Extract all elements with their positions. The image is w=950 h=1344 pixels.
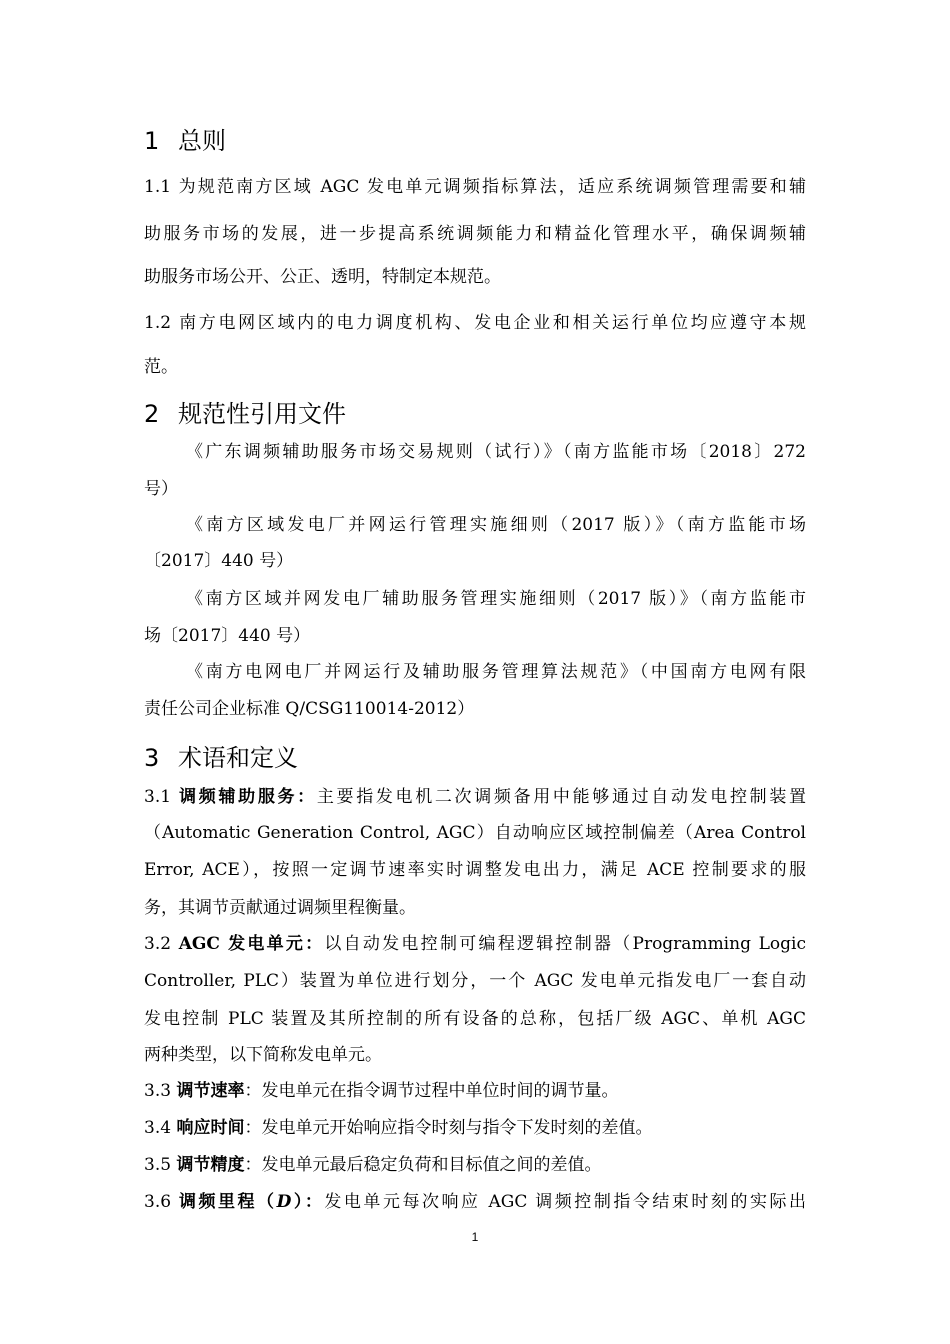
paragraph-line: Error, ACE），按照一定调节速率实时调整发电出力，满足 ACE 控制要求的服 (144, 860, 806, 880)
reference-line: 《南方电网电厂并网运行及辅助服务管理算法规范》（中国南方电网有限 (186, 662, 806, 682)
term-name: 调频里程（ (178, 1192, 277, 1212)
paragraph-line: Controller, PLC）装置为单位进行划分，一个 AGC 发电单元指发电厂一套自动 (144, 971, 806, 991)
paragraph-line: 1.2 南方电网区域内的电力调度机构、发电企业和相关运行单位均应遵守本规 (144, 313, 806, 333)
section-heading-3: 3 术语和定义 (144, 744, 298, 772)
paragraph-line: 务，其调节贡献通过调频里程衡量。 (144, 898, 416, 918)
paragraph-line: 助服务市场的发展，进一步提高系统调频能力和精益化管理水平，确保调频辅 (144, 224, 806, 244)
paragraph-line: 范。 (144, 357, 178, 377)
paragraph-line: 两种类型，以下简称发电单元。 (144, 1045, 382, 1065)
reference-line: 场〔2017〕440 号） (144, 626, 311, 646)
term-name: AGC 发电单元： (178, 934, 325, 954)
term-name: 调频辅助服务： (179, 787, 317, 807)
term-3-6-line: 3.6 调频里程（D）：发电单元每次响应 AGC 调频控制指令结束时刻的实际出 (144, 1192, 807, 1212)
term-name: 调节速率 (176, 1081, 245, 1101)
reference-line: 《南方区域并网发电厂辅助服务管理实施细则（2017 版）》（南方监能市 (186, 589, 806, 609)
term-symbol: D (276, 1192, 292, 1212)
section-heading-2: 2 规范性引用文件 (144, 400, 346, 428)
paragraph-line: （Automatic Generation Control, AGC）自动响应区域控制偏差（Area Control (144, 823, 806, 843)
paragraph-line: 发电控制 PLC 装置及其所控制的所有设备的总称，包括厂级 AGC、单机 AGC (144, 1009, 806, 1029)
term-3-3-line: 3.3 调节速率：发电单元在指令调节过程中单位时间的调节量。 (144, 1081, 619, 1101)
reference-line: 《广东调频辅助服务市场交易规则（试行）》（南方监能市场〔2018〕272 (186, 442, 806, 462)
section-heading-1: 1 总则 (144, 127, 226, 155)
term-3-1-line: 3.1 调频辅助服务：主要指发电机二次调频备用中能够通过自动发电控制装置 (144, 787, 807, 807)
reference-line: 责任公司企业标准 Q/CSG110014-2012） (144, 699, 475, 719)
paragraph-line: 助服务市场公开、公正、透明，特制定本规范。 (144, 267, 501, 287)
term-name: 响应时间 (176, 1118, 245, 1138)
term-3-2-line: 3.2 AGC 发电单元：以自动发电控制可编程逻辑控制器（Programming Logic (144, 934, 806, 954)
page-number: 1 (471, 1230, 479, 1244)
reference-line: 《南方区域发电厂并网运行管理实施细则（2017 版）》（南方监能市场 (186, 515, 806, 535)
term-name: 调节精度 (176, 1155, 245, 1175)
term-3-5-line: 3.5 调节精度：发电单元最后稳定负荷和目标值之间的差值。 (144, 1155, 602, 1175)
reference-line: 〔2017〕440 号） (144, 551, 294, 571)
term-3-4-line: 3.4 响应时间：发电单元开始响应指令时刻与指令下发时刻的差值。 (144, 1118, 653, 1138)
reference-line: 号） (144, 479, 178, 499)
paragraph-line: 1.1 为规范南方区域 AGC 发电单元调频指标算法，适应系统调频管理需要和辅 (144, 177, 806, 197)
